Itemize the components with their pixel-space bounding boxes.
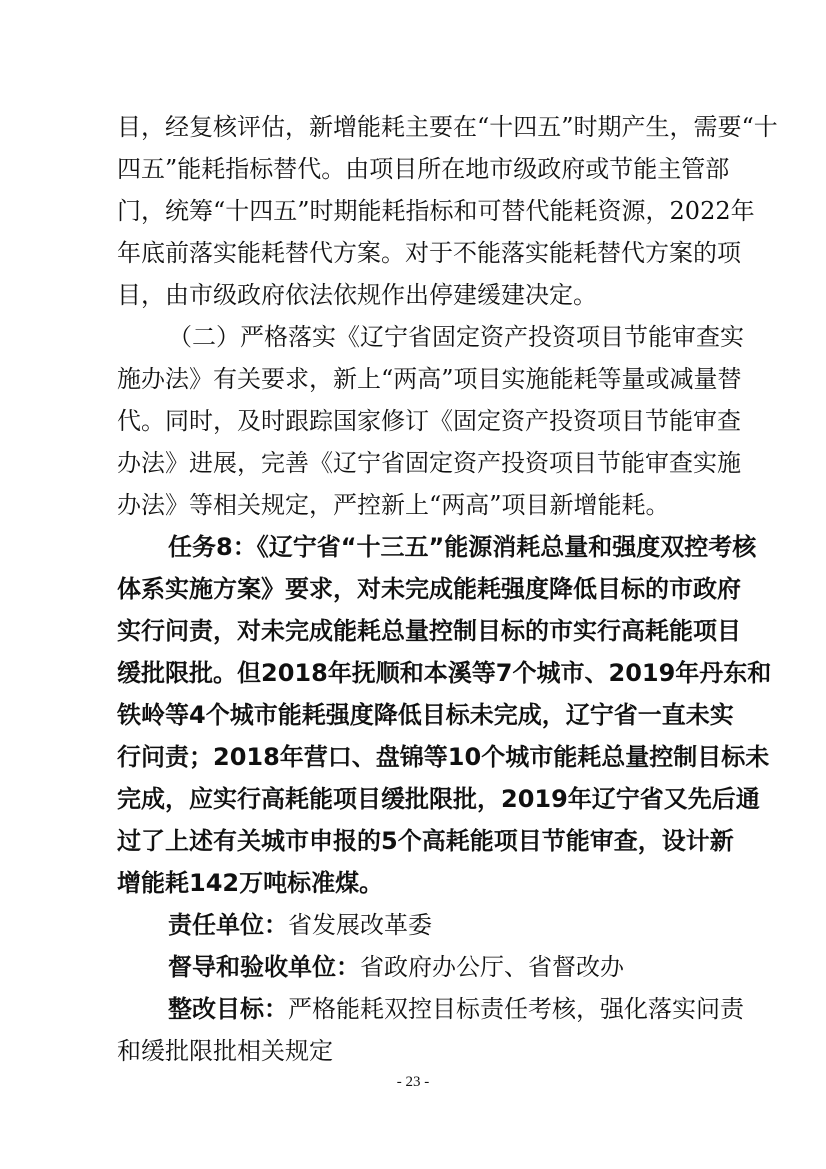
supervisor-unit (168, 947, 717, 987)
responsible-unit (168, 905, 717, 945)
task8-line-9: 增能耗142万吨标准煤。 (117, 869, 384, 897)
task8-line-7: 完成，应实行高耗能项目缓批限批，2019年辽宁省又先后通 (117, 785, 760, 813)
goal-label: 整改目标： (168, 995, 288, 1023)
responsible-value: 省发展改革委 (288, 911, 432, 939)
goal-value: 严格能耗双控目标责任考核，强化落实问责 (288, 995, 744, 1023)
para2-line-5: 办法》等相关规定，严控新上“两高”项目新增能耗。 (117, 491, 670, 519)
page-number: - 23 - (396, 1074, 430, 1090)
para1-line-3: 门，统筹“十四五”时期能耗指标和可替代能耗资源，2022年 (117, 197, 755, 225)
para2-line-3: 代。同时，及时跟踪国家修订《固定资产投资项目节能审查 (117, 407, 741, 435)
para2-line-1: （二）严格落实《辽宁省固定资产投资项目节能审查实 (168, 323, 744, 351)
task8-line-5: 铁岭等4个城市能耗强度降低目标未完成，辽宁省一直未实 (117, 701, 734, 729)
supervisor-value: 省政府办公厅、省督改办 (360, 953, 624, 981)
task8-line-6: 行问责；2018年营口、盘锦等10个城市能耗总量控制目标未 (117, 743, 770, 771)
para1-line-2: 四五”能耗指标替代。由项目所在地市级政府或节能主管部 (117, 155, 730, 183)
para2-line-4: 办法》进展，完善《辽宁省固定资产投资项目节能审查实施 (117, 449, 741, 477)
task8-line-1: 任务8：《辽宁省“十三五”能源消耗总量和强度双控考核 (168, 533, 757, 561)
task8-line-3: 实行问责，对未完成能耗总量控制目标的市实行高耗能项目 (117, 617, 741, 645)
goal-line-1 (168, 989, 744, 1029)
supervisor-label: 督导和验收单位： (168, 953, 360, 981)
task8-line-2: 体系实施方案》要求，对未完成能耗强度降低目标的市政府 (117, 575, 741, 603)
task8-line-4: 缓批限批。但2018年抚顺和本溪等7个城市、2019年丹东和 (117, 659, 772, 687)
task8-line-8: 过了上述有关城市申报的5个高耗能项目节能审查，设计新 (117, 827, 734, 855)
para2-line-2: 施办法》有关要求，新上“两高”项目实施能耗等量或减量替 (117, 365, 742, 393)
responsible-label: 责任单位： (168, 911, 288, 939)
para1-line-1: 目，经复核评估，新增能耗主要在“十四五”时期产生，需要“十 (117, 113, 778, 141)
para1-line-4: 年底前落实能耗替代方案。对于不能落实能耗替代方案的项 (117, 239, 741, 267)
para1-line-5: 目，由市级政府依法依规作出停建缓建决定。 (117, 281, 597, 309)
goal-line-2: 和缓批限批相关规定 (117, 1037, 333, 1065)
